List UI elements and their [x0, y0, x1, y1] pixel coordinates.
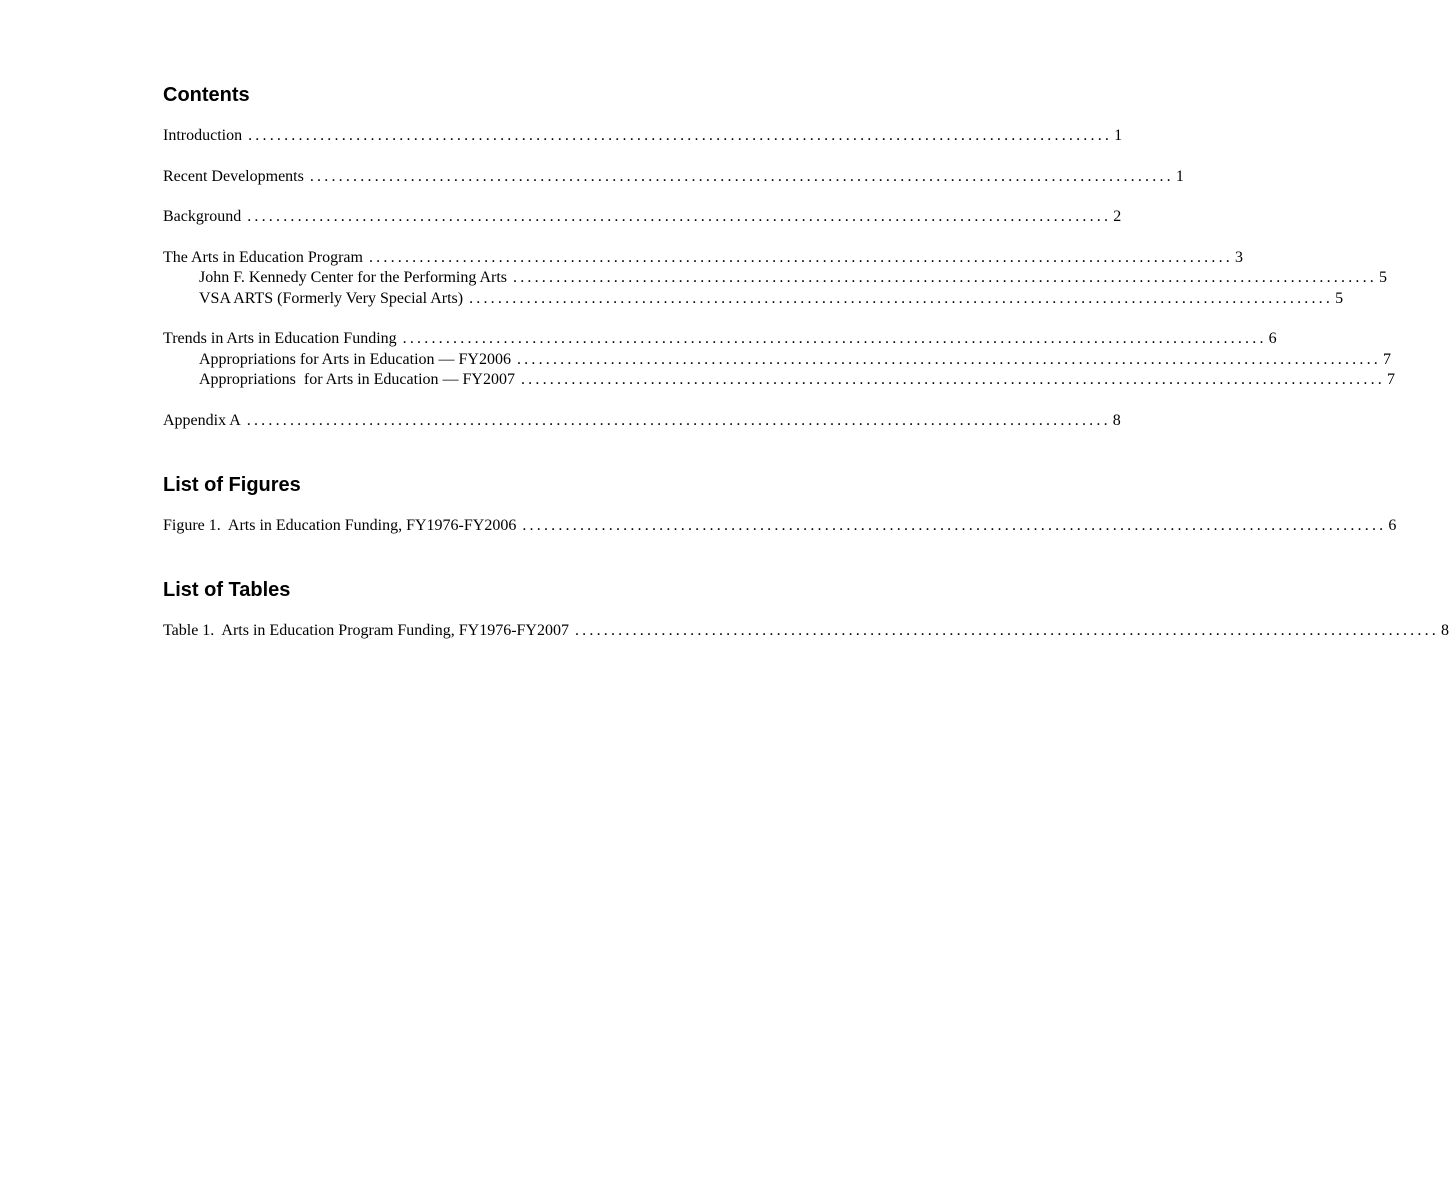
toc-entry-page: 1 [1114, 127, 1123, 144]
table-entry-label: Table 1. Arts in Education Program Funding, FY1976-FY2007 [163, 621, 569, 639]
table-entry[interactable] [163, 621, 1449, 642]
dot-leader: ........................................................................................................................ [246, 411, 1111, 429]
figure-entry-label: Figure 1. Arts in Education Funding, FY1976-FY2006 [163, 517, 517, 534]
figure-entry[interactable] [163, 516, 1397, 537]
toc-entry-label: Appropriations for Arts in Education — FY2007 [199, 371, 515, 388]
toc-group [163, 411, 1121, 432]
toc-entry-page: 8 [1112, 411, 1121, 429]
toc-entry-label: The Arts in Education Program [163, 248, 363, 266]
toc-entry-page: 3 [1234, 248, 1243, 266]
toc-entry-label: Appendix A [163, 411, 241, 429]
dot-leader: ........................................................................................................................ [469, 289, 1334, 307]
toc-entry-label: Introduction [163, 127, 243, 144]
toc-entry-label: Trends in Arts in Education Funding [163, 330, 397, 347]
dot-leader: ........................................................................................................................ [520, 371, 1385, 388]
toc-group [163, 248, 1387, 310]
toc-entry-appropriations-fy2006[interactable] [163, 350, 1391, 371]
toc-entry-label: VSA ARTS (Formerly Very Special Arts) [199, 289, 464, 307]
toc-entry-label: Appropriations for Arts in Education — FY2006 [199, 350, 511, 368]
toc-entry-page: 7 [1386, 371, 1395, 388]
toc-entry-trends-funding[interactable] [163, 329, 1277, 350]
toc-entry-recent-developments[interactable] [163, 167, 1184, 188]
contents-heading: Contents [163, 84, 250, 106]
dot-leader: ........................................................................................................................ [368, 248, 1233, 266]
dot-leader: ........................................................................................................................ [309, 167, 1174, 185]
toc-entry-page: 2 [1113, 208, 1122, 225]
document-page [163, 82, 1449, 641]
toc-entry-page: 5 [1335, 289, 1344, 307]
toc-entry-background[interactable] [163, 207, 1122, 228]
toc-group [163, 207, 1122, 228]
figures-list [163, 516, 1397, 537]
figure-entry-page: 6 [1388, 517, 1397, 534]
dot-leader: ........................................................................................................................ [516, 350, 1381, 368]
toc-group [163, 329, 1395, 391]
toc-entry-page: 1 [1175, 167, 1184, 185]
toc-group [163, 167, 1184, 188]
toc-entry-page: 6 [1268, 330, 1277, 347]
tables-heading: List of Tables [163, 578, 291, 601]
dot-leader: ........................................................................................................................ [574, 621, 1439, 639]
toc-entry-label: Recent Developments [163, 167, 304, 185]
toc-entry-vsa-arts[interactable] [163, 289, 1344, 310]
dot-leader: ........................................................................................................................ [247, 208, 1112, 225]
toc-entry-arts-in-education-program[interactable] [163, 248, 1243, 269]
toc-entry-page: 7 [1382, 350, 1391, 368]
dot-leader: ........................................................................................................................ [248, 127, 1113, 144]
dot-leader: ........................................................................................................................ [402, 330, 1267, 347]
dot-leader: ........................................................................................................................ [522, 517, 1387, 534]
tables-list [163, 621, 1449, 642]
toc-entry-appropriations-fy2007[interactable] [163, 370, 1395, 391]
toc-group [163, 126, 1123, 147]
toc-entry-label: John F. Kennedy Center for the Performing Arts [199, 269, 507, 286]
figures-heading: List of Figures [163, 474, 301, 496]
toc-entry-page: 5 [1379, 269, 1387, 286]
toc-entry-introduction[interactable] [163, 126, 1123, 147]
toc-entry-appendix-a[interactable] [163, 411, 1121, 432]
table-entry-page: 8 [1440, 621, 1449, 639]
toc-entry-label: Background [163, 208, 242, 225]
toc-entry-kennedy-center[interactable] [163, 268, 1387, 289]
dot-leader: ........................................................................................................................ [513, 269, 1377, 286]
